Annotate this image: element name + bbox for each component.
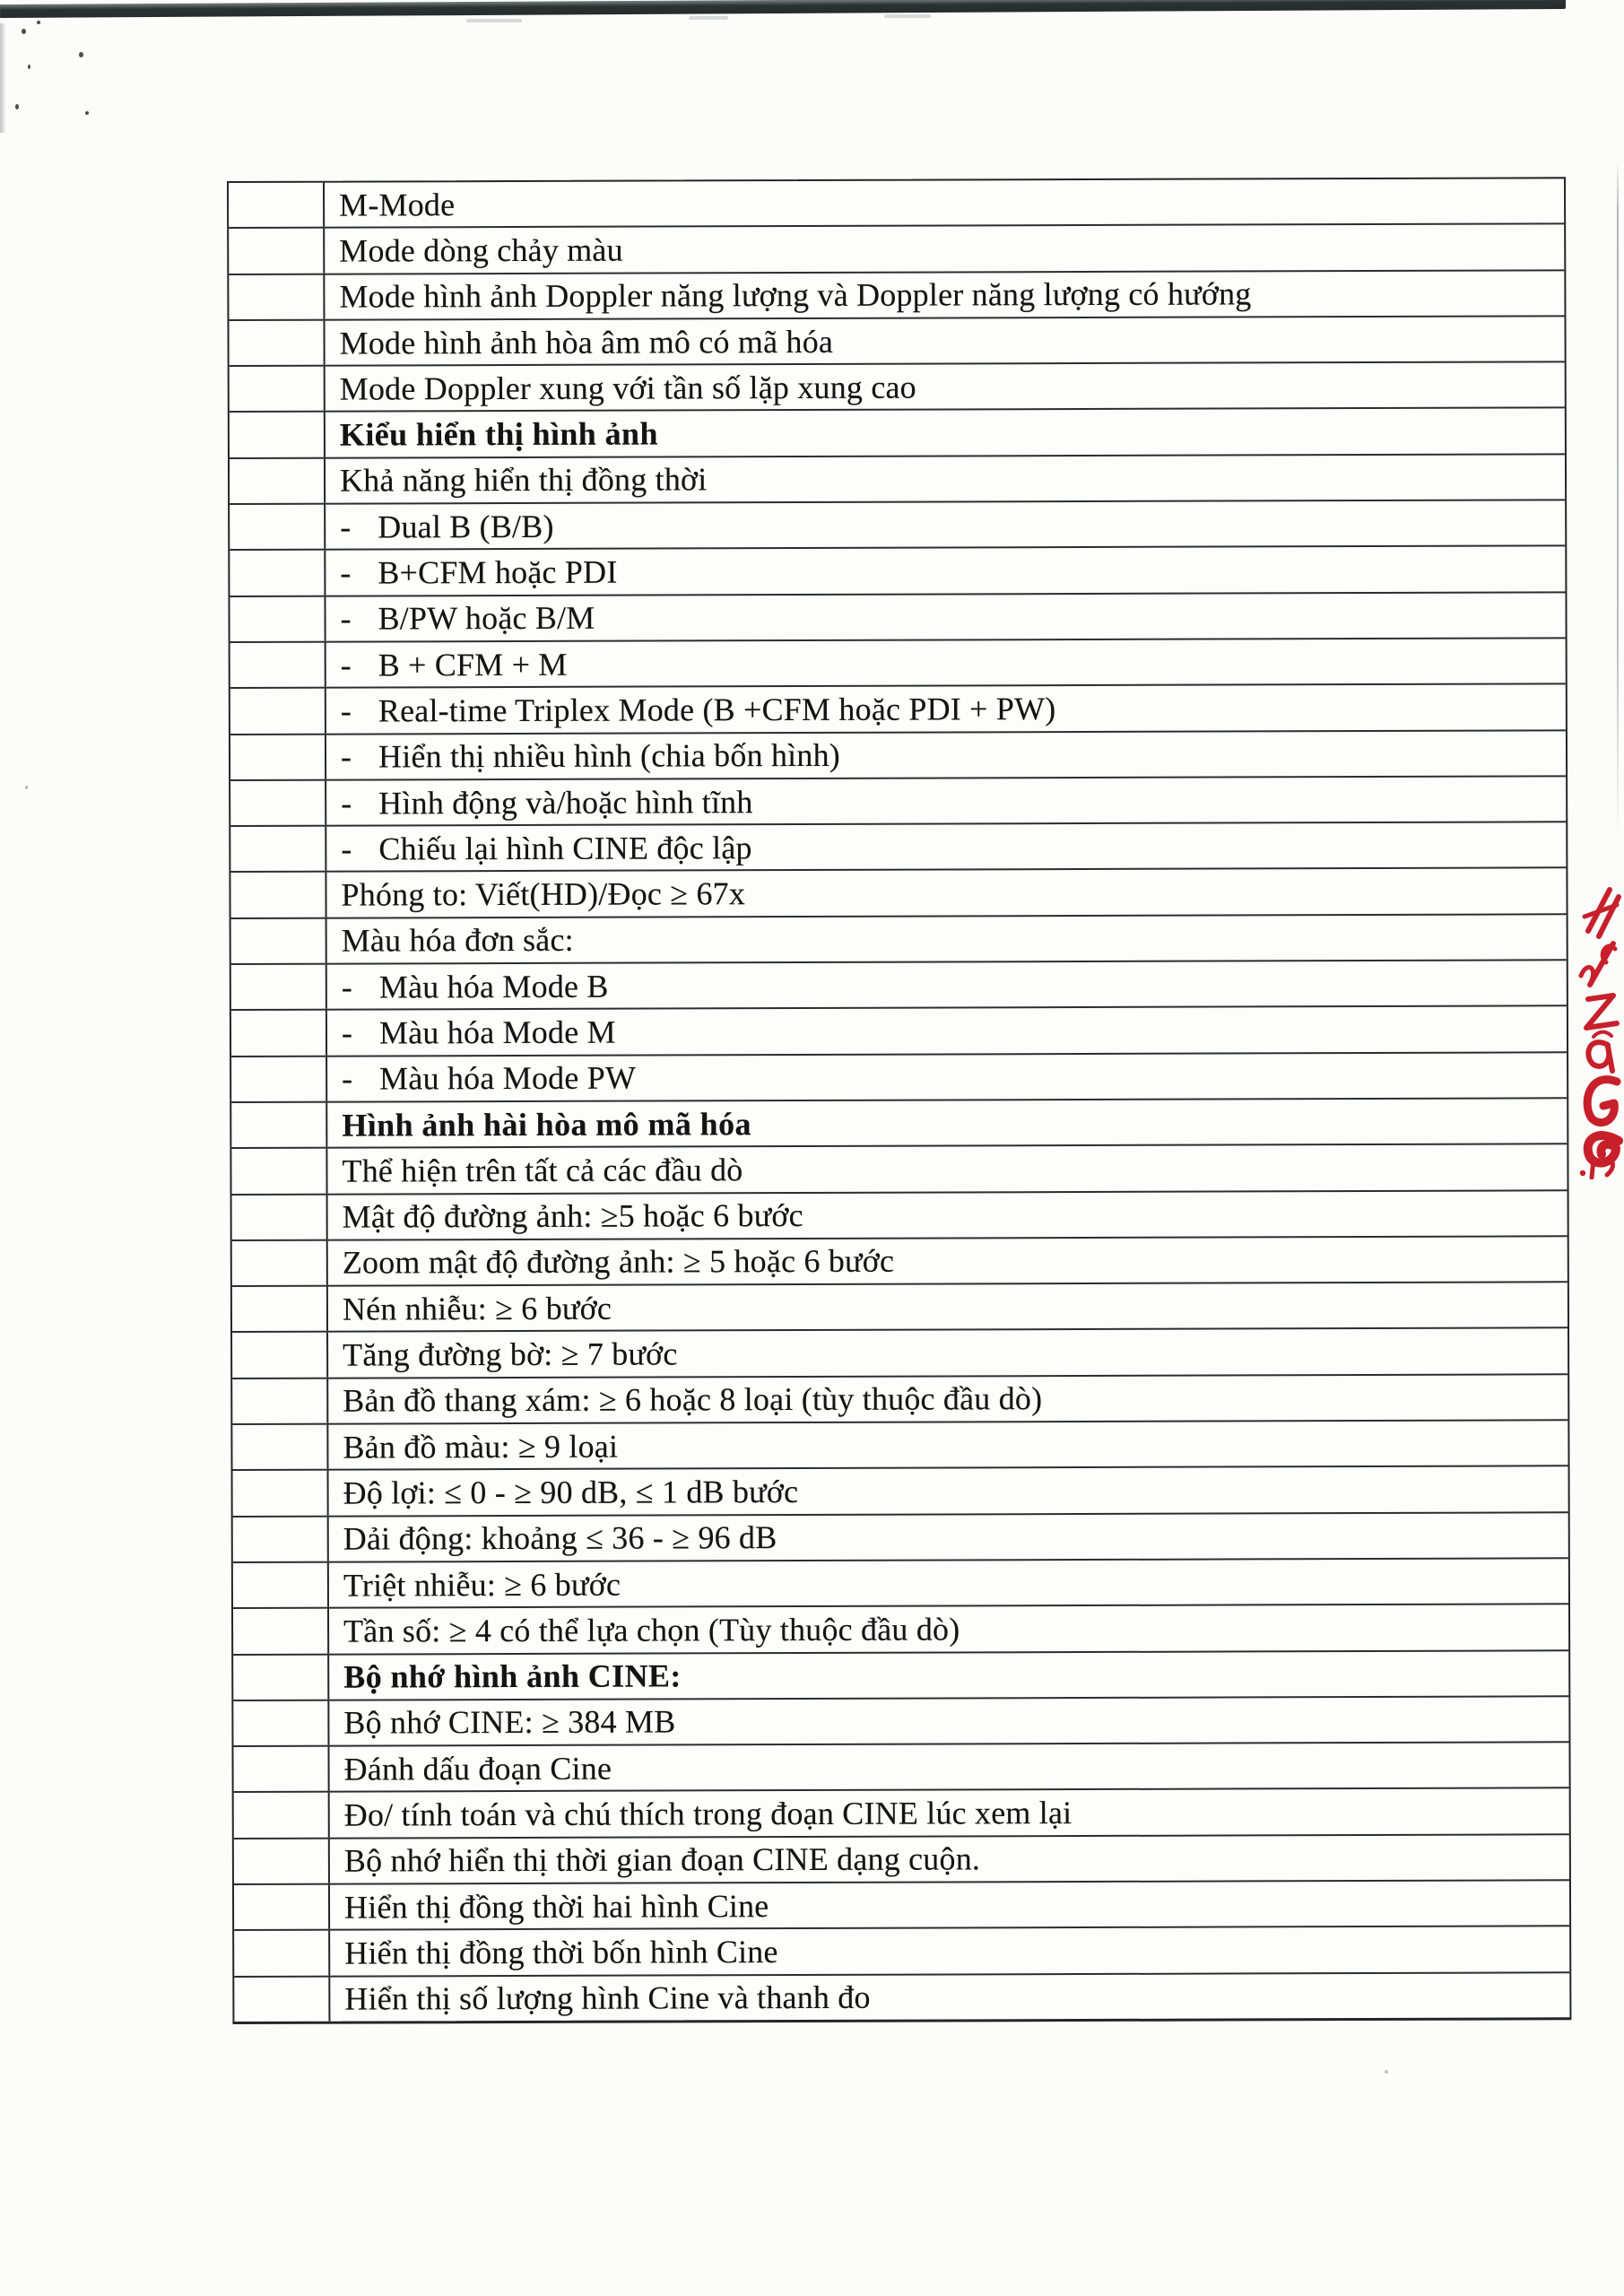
- row-index-cell: [229, 321, 325, 366]
- row-index-cell: [234, 1793, 330, 1838]
- spec-label: Độ lợi: ≤ 0 - ≥ 90 dB, ≤ 1 dB bước: [343, 1473, 799, 1511]
- spec-label: Phóng to: Viết(HD)/Đọc ≥ 67x: [341, 875, 746, 913]
- row-index-cell: [231, 1149, 327, 1194]
- row-index-cell: [234, 1885, 330, 1930]
- ink-speck: [1385, 2070, 1388, 2074]
- spec-text-cell: [330, 1973, 1569, 2022]
- table-row: [229, 178, 1564, 229]
- spec-label: Màu hóa Mode PW: [379, 1059, 637, 1097]
- table-row: [232, 1191, 1568, 1241]
- table-row: [230, 731, 1566, 781]
- spec-label: Dual B (B/B): [378, 508, 554, 545]
- table-row: [232, 1237, 1568, 1287]
- row-index-cell: [233, 1700, 329, 1745]
- spec-text-cell: [326, 500, 1565, 549]
- spec-label: B+CFM hoặc PDI: [378, 553, 618, 591]
- table-row: [233, 1513, 1568, 1563]
- table-row: [231, 1007, 1567, 1057]
- spec-text-cell: [327, 915, 1567, 963]
- row-index-cell: [232, 1195, 328, 1239]
- table-row: [233, 1697, 1568, 1747]
- spec-text-cell: [326, 685, 1566, 734]
- table-row: [233, 1467, 1568, 1518]
- table-row: [230, 500, 1565, 551]
- spec-text-cell: [328, 1421, 1568, 1469]
- spec-text-cell: [329, 1605, 1568, 1654]
- scan-page-edge-line: [1617, 160, 1619, 841]
- spec-text-cell: [328, 1191, 1568, 1239]
- list-dash: -: [340, 600, 352, 637]
- ink-speck: [15, 104, 19, 109]
- table-row: [230, 547, 1565, 597]
- spec-label: B + CFM + M: [378, 646, 568, 683]
- row-index-cell: [233, 1747, 329, 1792]
- list-dash: -: [340, 692, 352, 729]
- row-index-cell: [230, 551, 326, 596]
- spec-label: Hiển thị đồng thời bốn hình Cine: [344, 1934, 778, 1971]
- spec-text-cell: [330, 1789, 1569, 1838]
- spec-text-cell: [325, 178, 1564, 227]
- row-index-cell: [233, 1563, 329, 1608]
- row-index-cell: [229, 274, 325, 319]
- table-row: [232, 1421, 1568, 1471]
- spec-label: Mode Doppler xung với tần số lặp xung cao: [339, 369, 916, 407]
- list-dash: -: [341, 1014, 353, 1051]
- table-row: [231, 915, 1567, 965]
- table-row: [234, 1927, 1569, 1978]
- list-dash: -: [340, 647, 352, 683]
- list-dash: -: [342, 1060, 353, 1097]
- table-row: [230, 822, 1566, 873]
- table-row: [230, 409, 1565, 459]
- spec-text-cell: [330, 1835, 1569, 1883]
- table-row: [230, 363, 1565, 413]
- spec-label: Hiển thị số lượng hình Cine và thanh đo: [344, 1979, 871, 2017]
- section-header-cell: [329, 1651, 1568, 1700]
- spec-label: Khả năng hiển thị đồng thời: [339, 461, 708, 500]
- spec-label: Bản đồ thang xám: ≥ 6 hoặc 8 loại (tùy thuộc đầu dò): [343, 1380, 1043, 1419]
- spec-label: Mode dòng chảy màu: [339, 231, 623, 269]
- row-index-cell: [230, 735, 326, 779]
- row-index-cell: [230, 873, 326, 918]
- row-index-cell: [229, 183, 325, 228]
- spec-label: Tần số: ≥ 4 có thể lựa chọn (Tùy thuộc đầu dò): [343, 1611, 960, 1649]
- red-handwriting-annotation: [1576, 879, 1624, 1179]
- scan-ghost-mark: [466, 19, 522, 22]
- spec-text-cell: [326, 777, 1566, 825]
- spec-label: Tăng đường bờ: ≥ 7 bước: [343, 1335, 678, 1373]
- table-row: [231, 1099, 1567, 1149]
- spec-text-cell: [325, 271, 1564, 319]
- spec-text-cell: [327, 961, 1567, 1009]
- spec-label: Hiển thị nhiều hình (chia bốn hình): [378, 737, 840, 775]
- table-row: [231, 1145, 1567, 1196]
- scanner-edge-band: [0, 0, 1566, 18]
- spec-label: Đánh dấu đoạn Cine: [343, 1750, 612, 1787]
- row-index-cell: [232, 1333, 328, 1378]
- row-index-cell: [230, 505, 326, 550]
- spec-text-cell: [326, 822, 1566, 871]
- spec-text-cell: [326, 639, 1566, 687]
- ink-speck: [37, 21, 40, 24]
- table-row: [234, 1835, 1569, 1885]
- table-row: [230, 777, 1566, 827]
- spec-text-cell: [329, 1467, 1568, 1516]
- spec-label: Chiếu lại hình CINE độc lập: [378, 829, 752, 867]
- spec-text-cell: [326, 455, 1565, 503]
- table-row: [232, 1329, 1568, 1379]
- spec-text-cell: [325, 225, 1564, 274]
- row-index-cell: [230, 781, 326, 826]
- spec-text-cell: [329, 1559, 1568, 1607]
- row-index-cell: [231, 918, 327, 963]
- table-row: [234, 1881, 1569, 1931]
- spec-label: M-Mode: [339, 186, 456, 223]
- spec-text-cell: [327, 1053, 1567, 1101]
- table-row: [230, 639, 1566, 689]
- spec-table: [227, 177, 1571, 2024]
- spec-text-cell: [328, 1283, 1568, 1331]
- scan-ghost-mark: [689, 16, 728, 20]
- spec-text-cell: [329, 1697, 1568, 1745]
- spec-text-cell: [330, 1927, 1569, 1976]
- spec-label: Màu hóa Mode B: [378, 968, 609, 1005]
- table-row: [233, 1651, 1568, 1701]
- spec-text-cell: [329, 1513, 1568, 1561]
- spec-label: Hiển thị đồng thời hai hình Cine: [343, 1887, 769, 1926]
- table-row: [230, 685, 1566, 735]
- section-header-cell: [326, 409, 1565, 457]
- row-index-cell: [232, 1425, 328, 1470]
- list-dash: -: [340, 554, 352, 591]
- spec-text-cell: [328, 1329, 1568, 1378]
- table-row: [234, 1789, 1569, 1839]
- row-index-cell: [234, 1977, 330, 2022]
- red-handwriting-strokes: [1576, 879, 1624, 1179]
- spec-text-cell: [328, 1375, 1568, 1423]
- spec-text-cell: [327, 1007, 1567, 1056]
- row-index-cell: [230, 643, 326, 688]
- row-index-cell: [234, 1839, 330, 1883]
- spec-label: Hình ảnh hài hòa mô mã hóa: [342, 1105, 751, 1144]
- row-index-cell: [233, 1471, 329, 1516]
- spec-label: Bộ nhớ CINE: ≥ 384 MB: [343, 1703, 676, 1742]
- row-index-cell: [230, 827, 326, 872]
- spec-label: Thể hiện trên tất cả các đầu dò: [342, 1152, 743, 1189]
- spec-text-cell: [326, 869, 1566, 918]
- list-dash: -: [341, 831, 352, 867]
- row-index-cell: [231, 1103, 327, 1148]
- list-dash: -: [341, 969, 353, 1005]
- spec-label: Mode hình ảnh hòa âm mô có mã hóa: [339, 323, 834, 361]
- spec-text-cell: [326, 731, 1566, 779]
- table-row: [233, 1605, 1568, 1656]
- table-row: [229, 317, 1564, 367]
- scan-ghost-mark: [884, 14, 931, 18]
- row-index-cell: [233, 1655, 329, 1700]
- row-index-cell: [231, 965, 327, 1010]
- list-dash: -: [340, 509, 352, 545]
- row-index-cell: [231, 1057, 327, 1101]
- spec-text-cell: [326, 547, 1565, 596]
- row-index-cell: [230, 596, 326, 641]
- spec-text-cell: [325, 317, 1564, 365]
- row-index-cell: [230, 413, 326, 457]
- spec-label: Real-time Triplex Mode (B +CFM hoặc PDI + PW): [378, 691, 1056, 729]
- spec-text-cell: [330, 1881, 1569, 1929]
- spec-label: Bộ nhớ hiển thị thời gian đoạn CINE dạng cuộn.: [343, 1840, 981, 1879]
- spec-label: Triệt nhiễu: ≥ 6 bước: [343, 1566, 621, 1604]
- row-index-cell: [233, 1517, 329, 1561]
- table-row: [230, 869, 1566, 919]
- ink-speck: [85, 111, 89, 115]
- table-row: [230, 455, 1565, 505]
- spec-text-cell: [328, 1237, 1568, 1285]
- row-index-cell: [229, 229, 325, 274]
- list-dash: -: [340, 738, 352, 775]
- spec-label: Bản đồ màu: ≥ 9 loại: [343, 1428, 619, 1465]
- scan-edge-smudge: [0, 23, 6, 133]
- table-row: [233, 1743, 1568, 1793]
- table-row: [230, 593, 1565, 643]
- spec-text-cell: [326, 363, 1565, 412]
- spec-label: Nén nhiễu: ≥ 6 bước: [342, 1290, 612, 1327]
- ink-speck: [28, 65, 30, 69]
- table-row: [231, 961, 1567, 1011]
- spec-label: Màu hóa Mode M: [378, 1013, 616, 1051]
- table-row: [232, 1283, 1568, 1333]
- spec-label: Zoom mật độ đường ảnh: ≥ 5 hoặc 6 bước: [342, 1243, 895, 1282]
- table-row: [232, 1375, 1568, 1425]
- row-index-cell: [230, 367, 326, 412]
- row-index-cell: [232, 1240, 328, 1285]
- table-row: [234, 1973, 1569, 2022]
- row-index-cell: [230, 458, 326, 503]
- table-row: [229, 225, 1564, 275]
- ink-speck: [22, 29, 26, 34]
- ink-speck: [79, 52, 83, 57]
- spec-label: Màu hóa đơn sắc:: [341, 922, 574, 959]
- section-header-cell: [327, 1099, 1567, 1147]
- spec-label: Đo/ tính toán và chú thích trong đoạn CINE lúc xem lại: [343, 1795, 1073, 1833]
- row-index-cell: [231, 1011, 327, 1056]
- spec-text-cell: [329, 1743, 1568, 1791]
- list-dash: -: [341, 785, 352, 822]
- row-index-cell: [232, 1378, 328, 1423]
- table-row: [229, 271, 1564, 321]
- table-row: [233, 1559, 1568, 1609]
- spec-label: Bộ nhớ hình ảnh CINE:: [343, 1657, 682, 1695]
- row-index-cell: [232, 1287, 328, 1332]
- spec-label: Mật độ đường ảnh: ≥5 hoặc 6 bước: [342, 1197, 803, 1235]
- table-row: [231, 1053, 1567, 1103]
- row-index-cell: [234, 1931, 330, 1976]
- spec-text-cell: [327, 1145, 1567, 1194]
- ink-speck: [25, 786, 28, 789]
- spec-label: Kiểu hiển thị hình ảnh: [339, 415, 658, 453]
- row-index-cell: [230, 689, 326, 734]
- spec-label: Hình động và/hoặc hình tĩnh: [378, 783, 753, 821]
- spec-text-cell: [326, 593, 1565, 641]
- spec-label: Dải động: khoảng ≤ 36 - ≥ 96 dB: [343, 1519, 777, 1557]
- spec-label: B/PW hoặc B/M: [378, 600, 595, 637]
- spec-label: Mode hình ảnh Doppler năng lượng và Doppler năng lượng có hướng: [339, 275, 1252, 315]
- row-index-cell: [233, 1609, 329, 1654]
